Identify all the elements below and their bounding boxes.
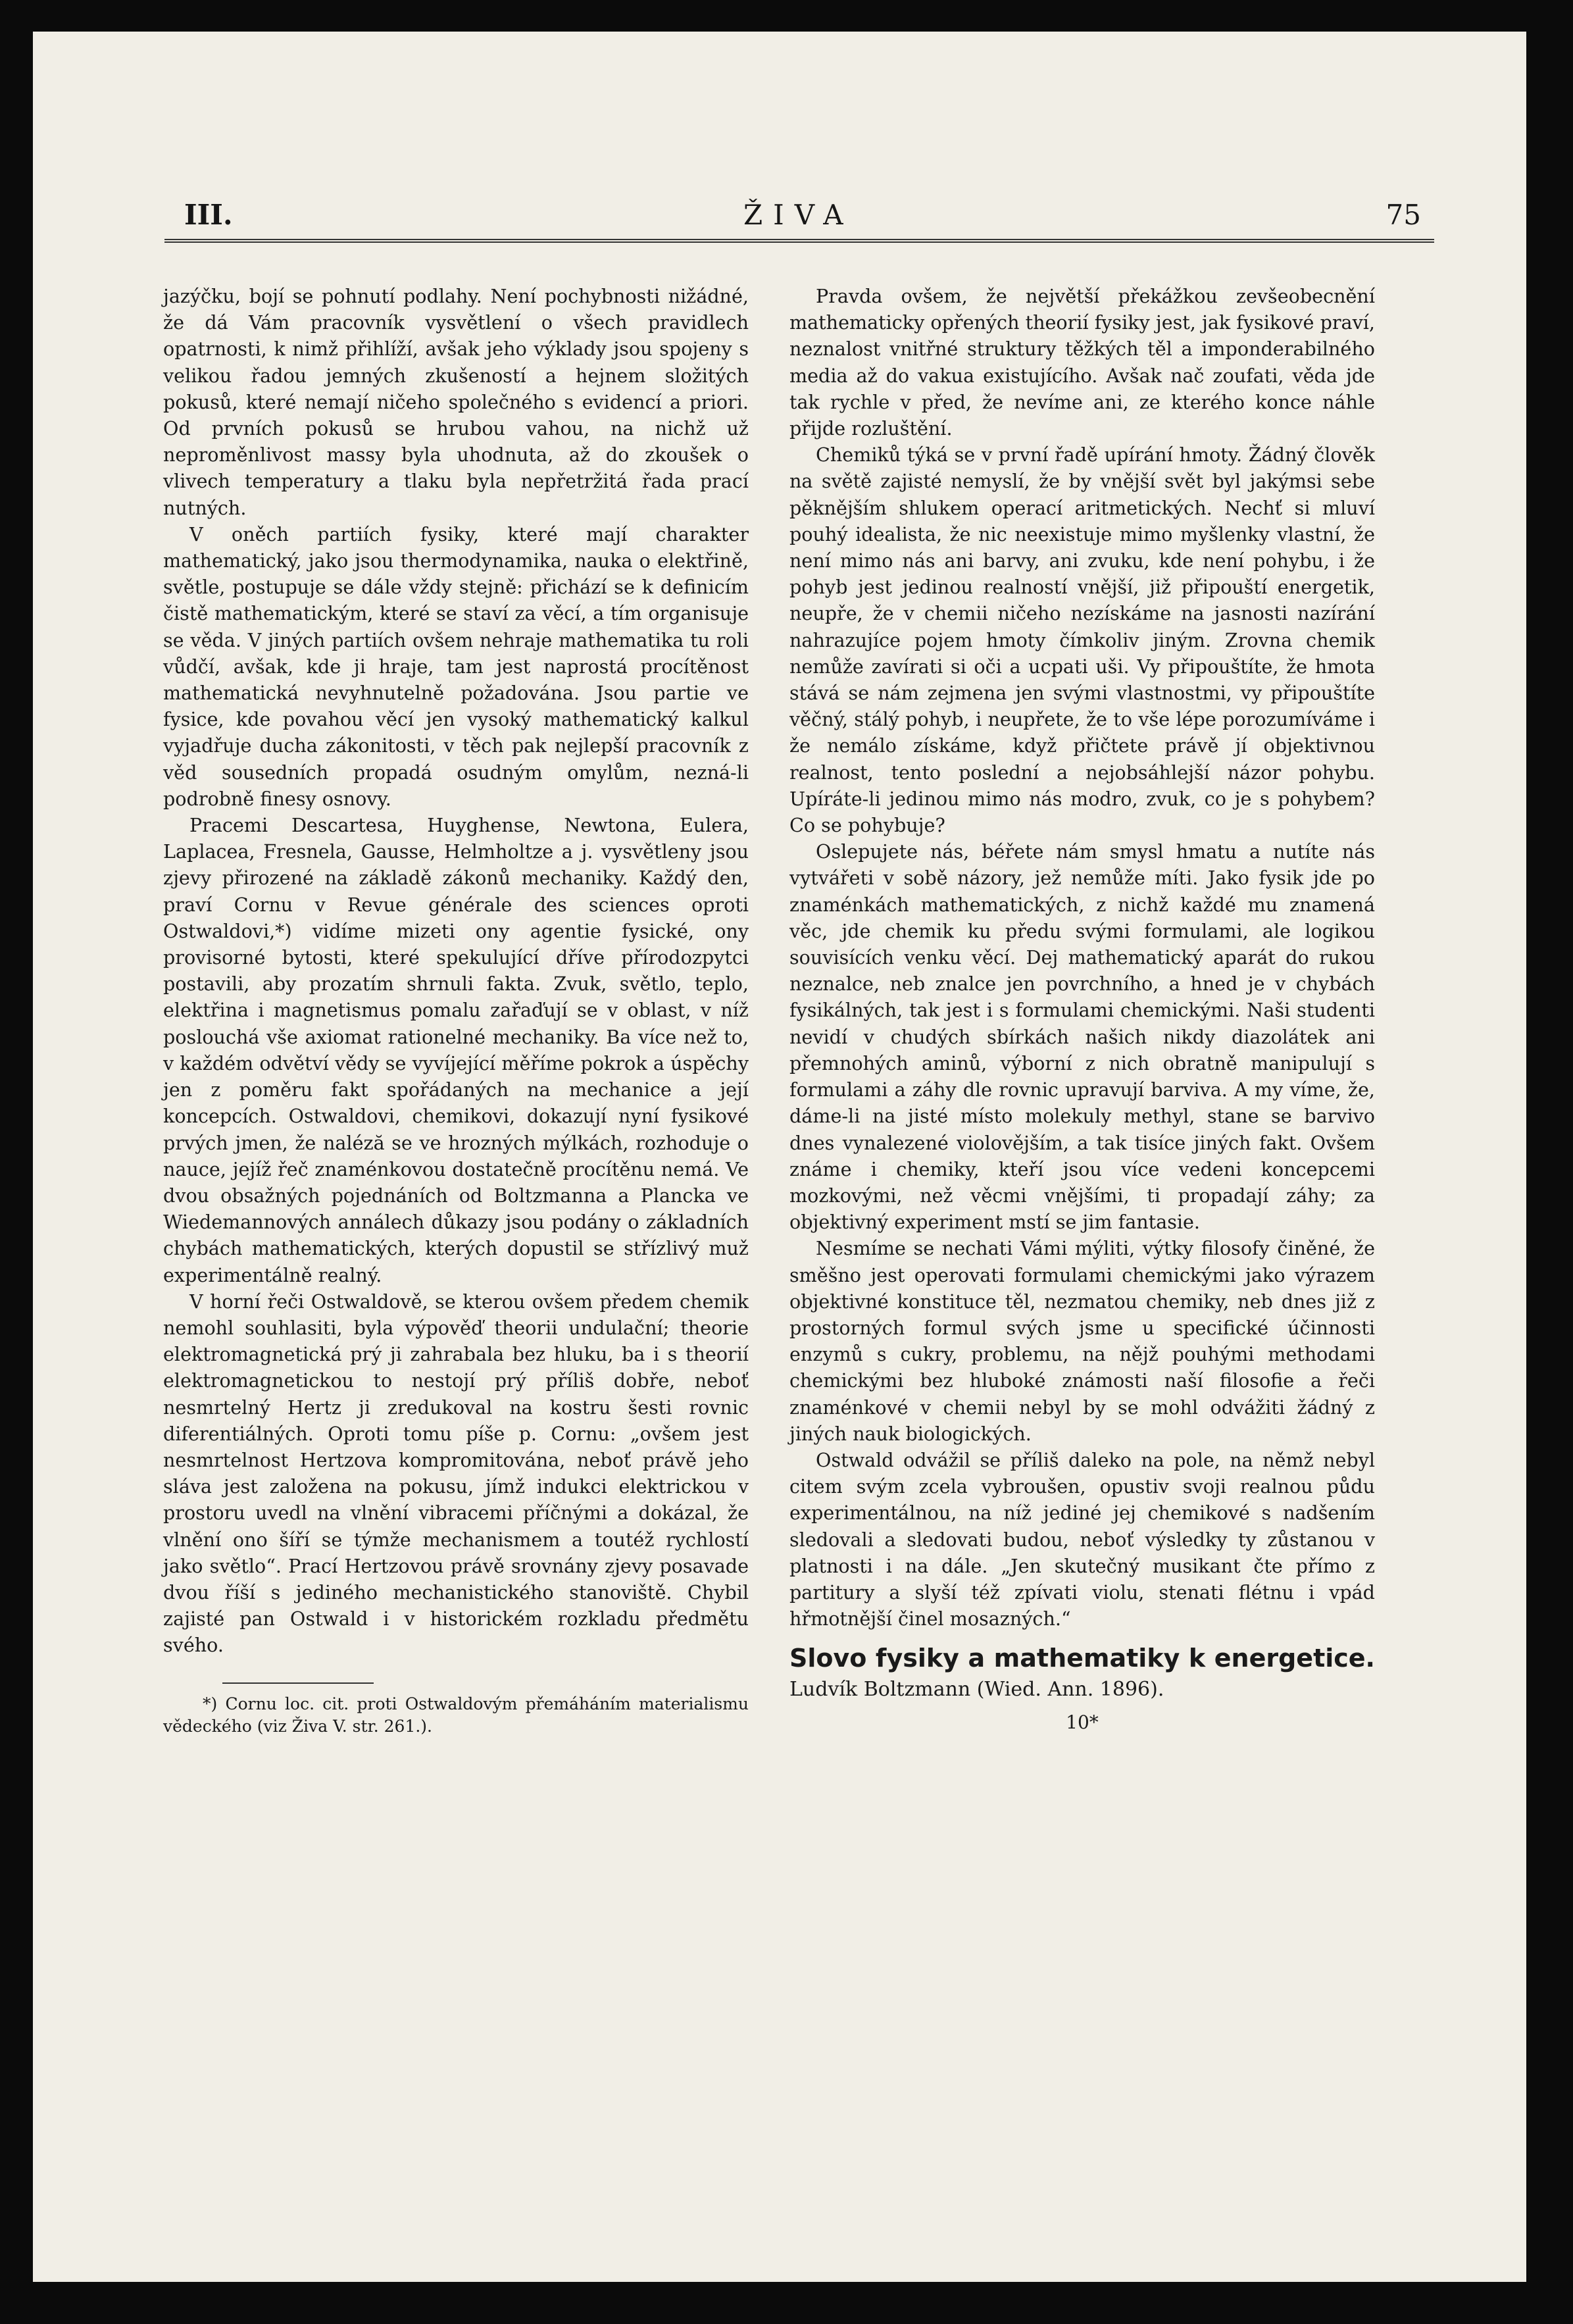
left-column	[163, 283, 749, 1738]
paragraph: jazýčku, bojí se pohnutí podlahy. Není pochybnosti nižádné, že dá Vám pracovník vysvětlení o všech pravidlech opatrnosti, k nimž přihlíží, avšak jeho výklady jsou spojeny s velikou řadou jemných zkušeností a hejnem složitých pokusů, které nemají ničeho společného s evidencí a priori. Od prvních pokusů se hrubou vahou, na nichž už neproměnlivost massy byla uhodnuta, až do zkoušek o vlivech temperatury a tlaku byla nepřetržitá řada prací nutných.	[163, 285, 749, 519]
volume-number: III.	[184, 199, 233, 231]
paragraph: Pravda ovšem, že největší překážkou zevšeobecnění mathematicky opřených theorií fysiky jest, jak fysikové praví, neznalost vnitřné struktury těžkých těl a imponderabilného media až do vakua existujícího. Avšak nač zoufati, věda jde tak rychle v před, že nevíme ani, ze kterého konce náhle přijde rozluštění.	[789, 285, 1375, 440]
signature-mark: 10*	[1066, 1711, 1099, 1734]
paragraph: Chemiků týká se v první řadě upírání hmoty. Žádný člověk na světě zajisté nemyslí, že by vnější svět byl jakýmsi sebe pěknějším shlukem operací aritmetických. Nechť si mluví pouhý idealista, že nic neexistuje mimo myšlenky vlastní, že není mimo nás ani barvy, ani zvuku, kde není pohybu, i že pohyb jest jedinou realností vnější, již připouští energetik, neupře, že v chemii ničeho nezískáme na jasnosti nazírání nahrazujíce pojem hmoty čímkoliv jiným. Zrovna chemik nemůže zavírati si oči a ucpati uši. Vy připouštíte, že hmota stává se nám zejmena jen svými vlastnostmi, vy připouštíte věčný, stálý pohyb, i neupřete, že to vše lépe porozumíváme i že nemálo získáme, když přičtete právě jí objektivnou realnost, tento poslední a nejobsáhlejší názor pohybu. Upíráte-li jedinou mimo nás modro, zvuk, co je s pohybem? Co se pohybuje?	[789, 443, 1375, 837]
section-title: Slovo fysiky a mathematiky k energetice.	[789, 1644, 1375, 1673]
header-rule	[164, 239, 1434, 243]
footnote: *) Cornu loc. cit. proti Ostwaldovým přemáháním materialismu vědeckého (viz Živa V. str. 261.).	[163, 1694, 749, 1736]
section-reference: Ludvík Boltzmann (Wied. Ann. 1896).	[789, 1678, 1164, 1702]
footnote-rule	[222, 1682, 374, 1684]
journal-page	[33, 32, 1526, 2282]
running-header	[164, 163, 1434, 242]
journal-title: ŽIVA	[743, 199, 854, 231]
paragraph: Oslepujete nás, béřete nám smysl hmatu a nutíte nás vytvářeti v sobě názory, jež nemůže míti. Jako fysik jde po znaménkách mathematických, z nichž každé mu znamená věc, jde chemik ku předu svými formulami, ale logikou souvisících venku věcí. Dej mathematický aparát do rukou neznalce, neb znalce jen povrchního, a hned je v chybách fysikálných, tak jest i s formulami chemickými. Naši studenti nevidí v chudých sbírkách našich nikdy diazolátek ani přemnohých aminů, výborní z nich obratně manipulují s formulami a záhy dle rovnic upravují barviva. A my víme, že, dáme-li na jisté místo molekuly methyl, stane se barvivo dnes vynalezené violovějším, a tak tisíce jiných fakt. Ovšem známe i chemiky, kteří jsou více vedeni koncepcemi mozkovými, než věcmi vnějšími, ti propadají záhy; za objektivný experiment mstí se jim fantasie.	[789, 840, 1375, 1234]
right-column	[789, 283, 1375, 1736]
paragraph: Nesmíme se nechati Vámi mýliti, výtky filosofy činěné, že směšno jest operovati formulami chemickými jako výrazem objektivné konstituce těl, nezmatou chemiky, neb dnes již z prostorných formul svých jsme u specifické účinnosti enzymů s cukry, problemu, na nějž pouhými methodami chemickými bez hluboké známosti naší filosofie a řeči znaménkové v chemii nebyl by se mohl odvážiti žádný z jiných nauk biologických.	[789, 1237, 1375, 1445]
paragraph: Pracemi Descartesa, Huyghense, Newtona, Eulera, Laplacea, Fresnela, Gausse, Helmholtze a j. vysvětleny jsou zjevy přirozené na základě zákonů mechaniky. Každý den, praví Cornu v Revue générale des sciences oproti Ostwaldovi,*) vidíme mizeti ony agentie fysické, ony provisorné bytosti, které spekulující dříve přírodozpytci postavili, aby prozatím shrnuli fakta. Zvuk, světlo, teplo, elektřina i magnetismus pomalu zařaďují se v oblast, v níž poslouchá vše axiomat rationelné mechaniky. Ba více než to, v každém odvětví vědy se vyvíjející měříme pokrok a úspěchy jen z poměru fakt spořádaných na mechanice a její koncepcích. Ostwaldovi, chemikovi, dokazují nyní fysikové prvých jmen, že naléză se ve hrozných mýlkách, rozhoduje o nauce, jejíž řeč znaménkovou dostatečně procítěnu nemá. Ve dvou obsažných pojednáních od Boltzmanna a Plancka ve Wiedemannových annálech důkazy jsou podány o základních chybách mathematických, kterých dopustil se střízlivý muž experimentálně realný.	[163, 814, 749, 1286]
section-heading	[789, 1644, 1375, 1704]
page-number: 75	[1386, 199, 1421, 231]
paragraph: V oněch partiích fysiky, které mají charakter mathematický, jako jsou thermodynamika, nauka o elektřině, světle, postupuje se dále vždy stejně: přichází se k definicím čistě mathematickým, které se staví za věcí, a tím organisuje se věda. V jiných partiích ovšem nehraje mathematika tu roli vůdčí, avšak, kde ji hraje, tam jest naprostá procítěnost mathematická nevyhnutelně požadována. Jsou partie ve fysice, kde povahou věcí jen vysoký mathematický kalkul vyjadřuje ducha zákonitosti, v těch pak nejlepší pracovník z věd sousedních propadá osudným omylům, nezná-li podrobně finesy osnovy.	[163, 522, 749, 810]
paragraph: V horní řeči Ostwaldově, se kterou ovšem předem chemik nemohl souhlasiti, byla výpověď theorii undulační; theorie elektromagnetická prý ji zahrabala bez hluku, ba i s theorií elektromagnetickou to nestojí prý příliš dobře, neboť nesmrtelný Hertz ji zredukoval na kostru šesti rovnic diferentiálných. Oproti tomu píše p. Cornu: „ovšem jest nesmrtelnost Hertzova kompromitována, neboť právě jeho sláva jest založena na pokusu, jímž indukci elektrickou v prostoru uvedl na vlnění vibracemi příčnými a dokázal, že vlnění ono šíří se týmže mechanismem a toutéž rychlostí jako světlo“. Prací Hertzovou právě srovnány zjevy posavade dvou říší s jediného mechanistického stanoviště. Chybil zajisté pan Ostwald i v historickém rozkladu předmětu svého.	[163, 1290, 749, 1657]
paragraph: Ostwald odvážil se příliš daleko na pole, na němž nebyl citem svým zcela vybroušen, opustiv svoji realnou půdu experimentálnou, na níž jediné jej chemikové s nadšením sledovali a sledovati budou, neboť výsledky ty zůstanou v platnosti i na dále. „Jen skutečný musikant čte přímo z partitury a slyší též zpívati violu, stenati flétnu i vpád hřmotnější činel mosazných.“	[789, 1448, 1375, 1630]
